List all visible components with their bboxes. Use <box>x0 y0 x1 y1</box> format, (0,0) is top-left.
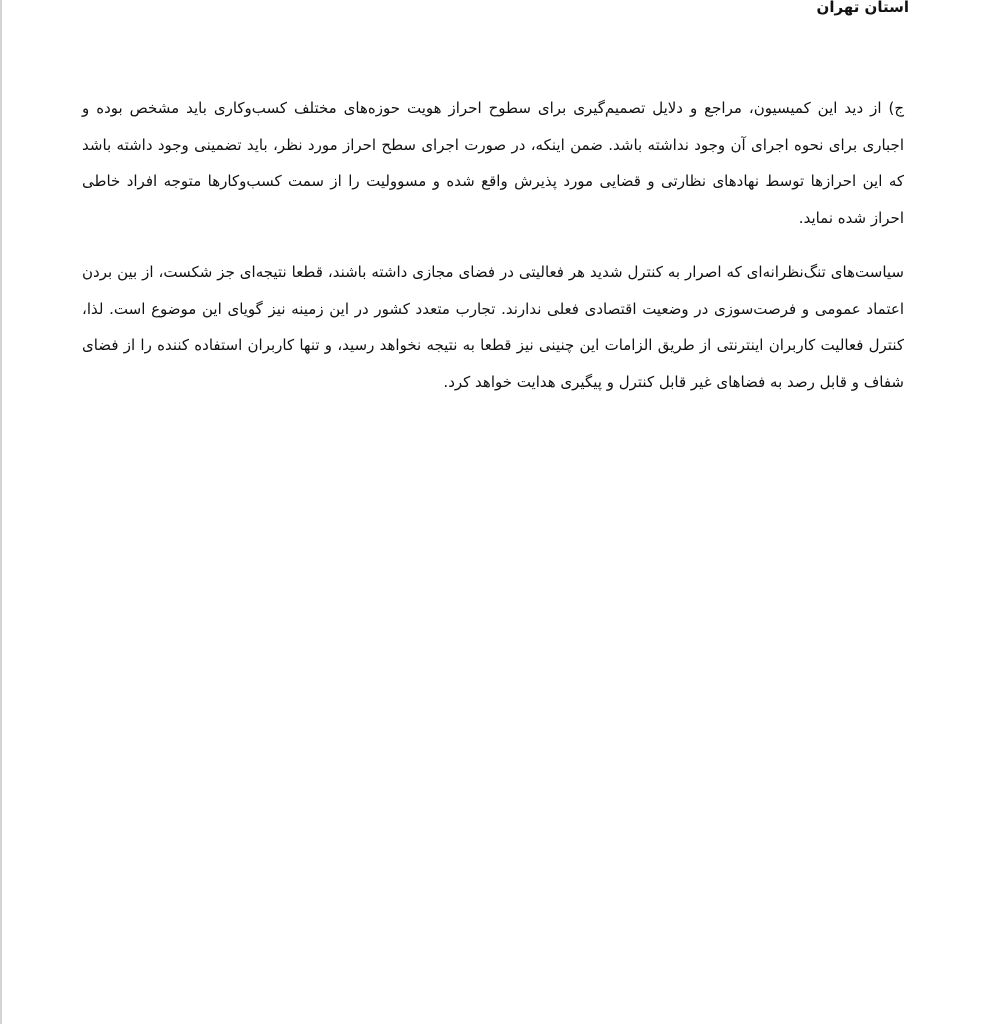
paragraph-2: سیاست‌های تنگ‌نظرانه‌ای که اصرار به کنترل شدید هر فعالیتی در فضای مجازی داشته باشند، قطعا نتیجه‌ای جز شکست، از بین بردن اعتماد عمومی و فرصت‌سوزی در وضعیت اقتصادی فعلی ندارند. تجارب متعدد کشور در این زمینه نیز گویای این موضوع است. لذا، کنترل فعالیت کاربران اینترنتی از طریق الزامات این چنینی نیز قطعا به نتیجه نخواهد رسید، و تنها کاربران استفاده کننده را از فضای شفاف و قابل رصد به فضاهای غیر قابل کنترل و پیگیری هدایت خواهد کرد. <box>82 263 904 391</box>
paragraph-1-block <box>82 90 904 236</box>
paragraph-1: ج) از دید این کمیسیون، مراجع و دلایل تصمیم‌گیری برای سطوح احراز هویت حوزه‌های مختلف کسب‌وکاری باید مشخص بوده و اجباری برای نحوه اجرای آن وجود نداشته باشد. ضمن اینکه، در صورت اجرای سطح احراز مورد نظر، باید تضمینی وجود داشته باشد که این احرازها توسط نهادهای نظارتی و قضایی مورد پذیرش واقع شده و مسوولیت را از سمت کسب‌وکارها متوجه افراد خاطی احراز شده نماید. <box>82 99 904 227</box>
paragraph-2-block <box>82 254 904 400</box>
page-header: استان تهران <box>816 0 909 16</box>
